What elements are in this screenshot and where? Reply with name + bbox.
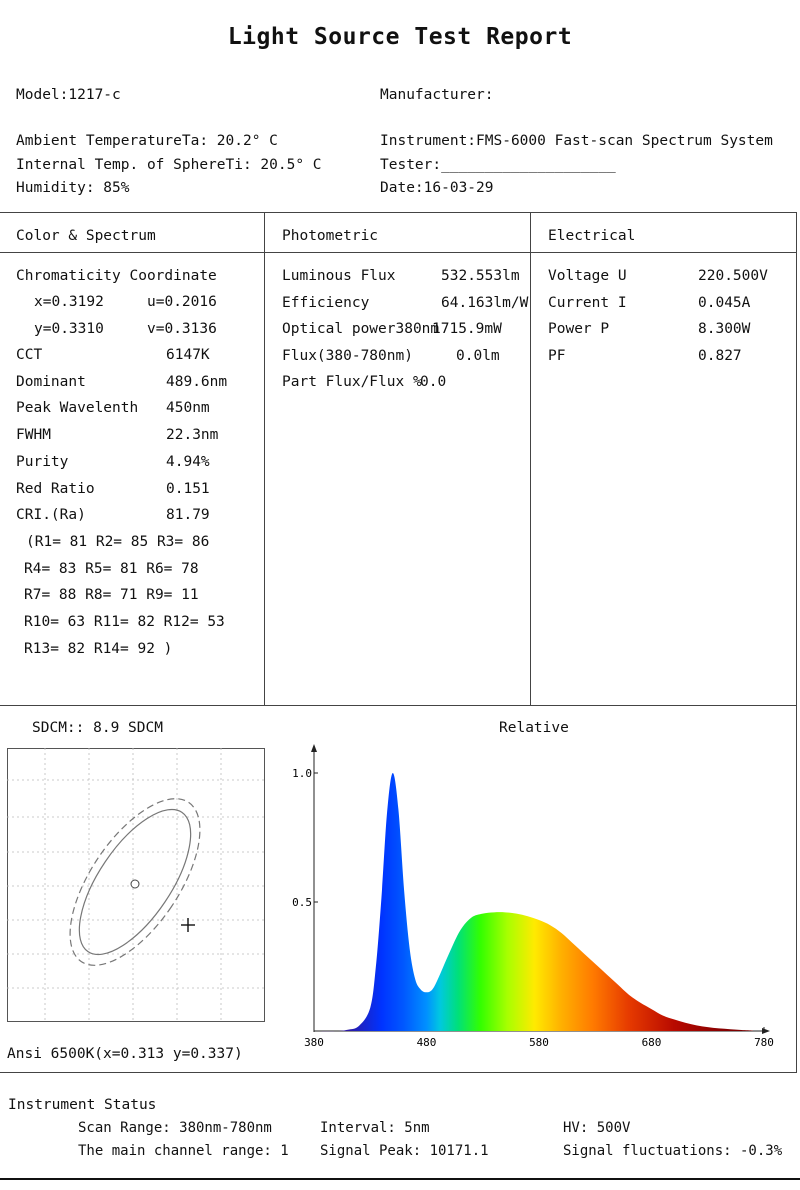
electrical-row-value: 220.500V bbox=[698, 268, 768, 284]
color-row-label: CRI.(Ra) bbox=[16, 507, 86, 524]
x-tick-label: 380 bbox=[304, 1036, 324, 1049]
chromaticity-title: Chromaticity Coordinate bbox=[16, 268, 217, 284]
status-top-border bbox=[0, 1072, 797, 1073]
photometric-row-label: Optical power380nm bbox=[282, 321, 440, 337]
section-electrical: Electrical bbox=[548, 228, 636, 244]
ansi-text: Ansi 6500K(x=0.313 y=0.337) bbox=[7, 1046, 243, 1062]
color-row-label: Red Ratio bbox=[16, 480, 95, 497]
interval-text: Interval: 5nm bbox=[320, 1120, 430, 1136]
electrical-row-value: 0.827 bbox=[698, 347, 742, 364]
electrical-row-label: Power P bbox=[548, 321, 610, 337]
scan-range-text: Scan Range: 380nm-780nm bbox=[78, 1120, 272, 1136]
manufacturer-text: Manufacturer: bbox=[380, 87, 494, 103]
photometric-row-label: Luminous Flux bbox=[282, 268, 396, 284]
sdcm-label: SDCM:: 8.9 SDCM bbox=[32, 720, 163, 736]
color-row-value: 450nm bbox=[166, 400, 210, 417]
sdcm-ellipse-diagram bbox=[7, 748, 265, 1022]
instrument-status-title: Instrument Status bbox=[8, 1097, 157, 1113]
y-axis-arrow bbox=[311, 744, 317, 752]
color-row-value: 81.79 bbox=[166, 507, 210, 524]
color-row-value: 6147K bbox=[166, 347, 210, 363]
tester-text: Tester:____________________ bbox=[380, 157, 616, 173]
x-axis-arrow bbox=[762, 1028, 770, 1034]
page-title: Light Source Test Report bbox=[227, 24, 573, 50]
page-bottom-rule bbox=[0, 1178, 800, 1180]
main-channel-text: The main channel range: 1 bbox=[78, 1143, 289, 1159]
chroma-y: y=0.3310 bbox=[34, 321, 104, 337]
color-row-label: Peak Wavelenth bbox=[16, 400, 139, 417]
y-tick-label: 1.0 bbox=[292, 767, 312, 780]
date-text: Date:16-03-29 bbox=[380, 180, 494, 196]
signal-peak-text: Signal Peak: 10171.1 bbox=[320, 1143, 489, 1159]
color-row-label: FWHM bbox=[16, 427, 51, 444]
y-tick-label: 0.5 bbox=[292, 896, 312, 909]
column-divider-2 bbox=[530, 212, 531, 706]
photometric-row-label: Part Flux/Flux % bbox=[282, 374, 422, 390]
color-row-label: CCT bbox=[16, 347, 43, 363]
humidity-text: Humidity: 85% bbox=[16, 180, 130, 196]
table-bottom-border bbox=[0, 705, 797, 706]
internal-temp-text: Internal Temp. of SphereTi: 20.5° C bbox=[16, 157, 322, 173]
electrical-row-label: Voltage U bbox=[548, 268, 627, 284]
section-color-spectrum: Color & Spectrum bbox=[16, 228, 156, 244]
ri-line: R7= 88 R8= 71 R9= 11 bbox=[24, 587, 199, 604]
color-row-value: 22.3nm bbox=[166, 427, 219, 444]
electrical-row-value: 8.300W bbox=[698, 321, 751, 337]
x-tick-label: 580 bbox=[529, 1036, 549, 1049]
chart-title: Relative bbox=[499, 720, 569, 736]
chroma-x: x=0.3192 bbox=[34, 294, 104, 310]
photometric-row-value: 64.163lm/W bbox=[441, 294, 529, 311]
x-tick-label: 480 bbox=[416, 1036, 437, 1049]
ri-line: (R1= 81 R2= 85 R3= 86 bbox=[26, 534, 210, 550]
signal-fluctuations-text: Signal fluctuations: -0.3% bbox=[563, 1143, 783, 1159]
x-tick-label: 680 bbox=[641, 1036, 662, 1049]
model-text: Model:1217-c bbox=[16, 87, 121, 103]
photometric-row-label: Efficiency bbox=[282, 294, 370, 311]
sdcm-center-marker bbox=[131, 880, 139, 888]
section-photometric: Photometric bbox=[282, 228, 379, 244]
photometric-row-value: 0.0 bbox=[420, 374, 447, 390]
photometric-row-value: 0.0lm bbox=[456, 347, 500, 364]
ri-line: R10= 63 R11= 82 R12= 53 bbox=[24, 614, 225, 631]
color-row-value: 489.6nm bbox=[166, 373, 228, 390]
color-row-label: Dominant bbox=[16, 373, 86, 390]
color-row-label: Purity bbox=[16, 453, 69, 470]
chroma-u: u=0.2016 bbox=[147, 294, 217, 310]
photometric-row-label: Flux(380-780nm) bbox=[282, 347, 413, 364]
hv-text: HV: 500V bbox=[563, 1120, 631, 1136]
ri-line: R13= 82 R14= 92 ) bbox=[24, 640, 173, 657]
color-row-value: 4.94% bbox=[166, 453, 210, 470]
column-divider-1 bbox=[264, 212, 265, 706]
instrument-text: Instrument:FMS-6000 Fast-scan Spectrum System bbox=[380, 133, 773, 149]
spectrum-area bbox=[314, 773, 753, 1031]
table-right-border bbox=[796, 212, 797, 1072]
electrical-row-label: Current I bbox=[548, 294, 627, 311]
electrical-row-value: 0.045A bbox=[698, 294, 751, 311]
photometric-row-value: 1715.9mW bbox=[432, 321, 502, 337]
color-row-value: 0.151 bbox=[166, 480, 210, 497]
electrical-row-label: PF bbox=[548, 347, 566, 364]
table-header-divider bbox=[0, 252, 797, 253]
chroma-v: v=0.3136 bbox=[147, 321, 217, 337]
ri-line: R4= 83 R5= 81 R6= 78 bbox=[24, 560, 199, 577]
photometric-row-value: 532.553lm bbox=[441, 268, 520, 284]
ambient-temp-text: Ambient TemperatureTa: 20.2° C bbox=[16, 133, 278, 149]
relative-spectrum-chart bbox=[280, 742, 780, 1052]
x-tick-label: 780 bbox=[754, 1036, 774, 1049]
table-top-border bbox=[0, 212, 797, 213]
